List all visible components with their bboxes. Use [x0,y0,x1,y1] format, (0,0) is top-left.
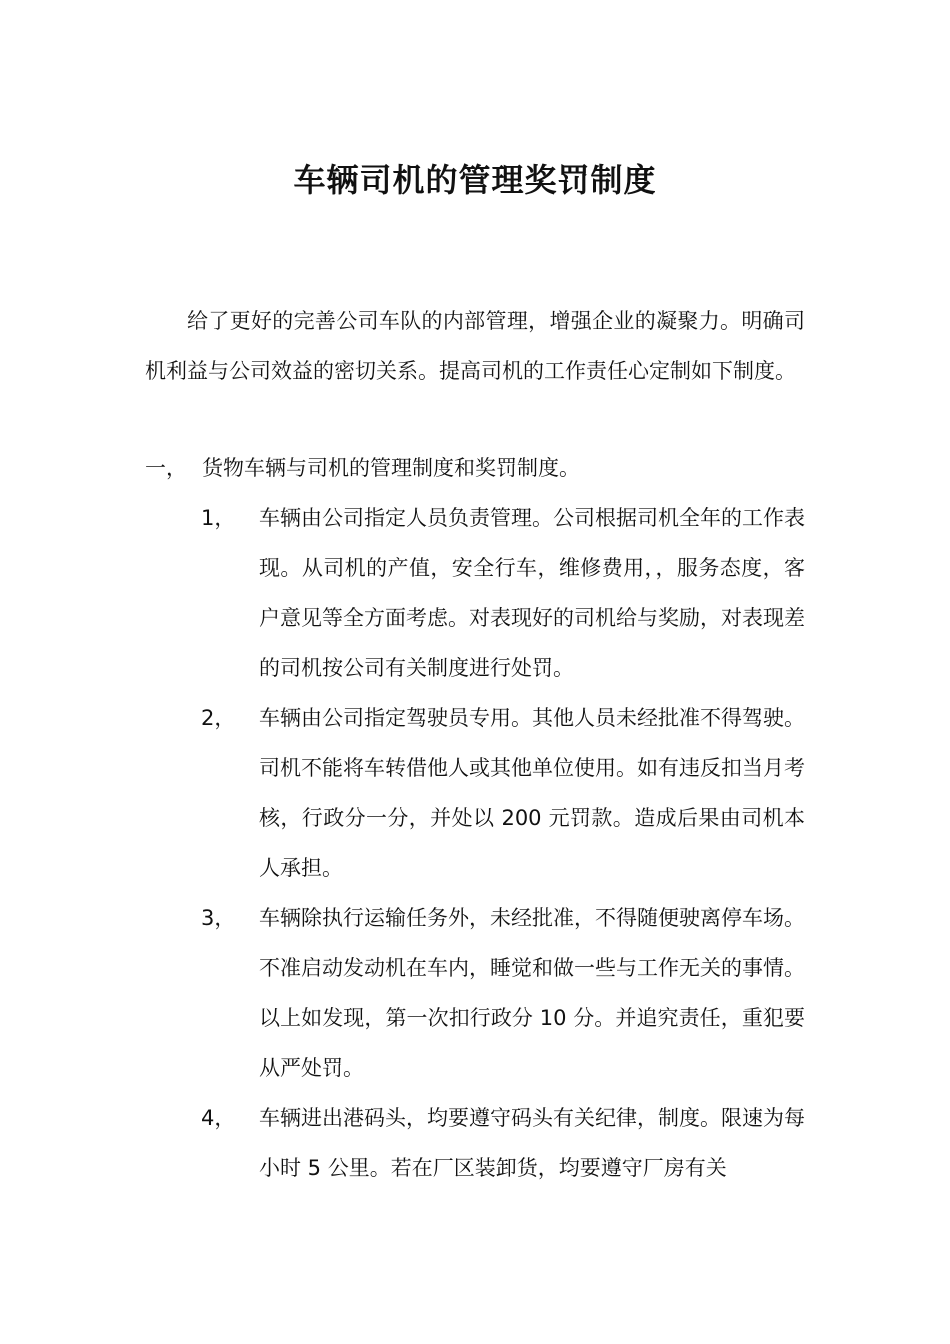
list-item [145,893,805,1093]
document-title: 车辆司机的管理奖罚制度 [293,161,657,199]
list-item [145,1093,805,1193]
list-item [145,493,805,693]
item-number: 2， [201,706,236,730]
item-number: 1， [201,506,236,530]
item-text: 车辆由公司指定驾驶员专用。其他人员未经批准不得驾驶。司机不能将车转借他人或其他单位使用。如有违反扣当月考核，行政分一分，并处以 200 元罚款。造成后果由司机本人承担。 [259,706,805,880]
item-text: 车辆除执行运输任务外，未经批准，不得随便驶离停车场。不准启动发动机在车内，睡觉和做一些与工作无关的事情。以上如发现，第一次扣行政分 10 分。并追究责任，重犯要从严处罚。 [259,906,805,1080]
item-text: 车辆进出港码头，均要遵守码头有关纪律，制度。限速为每小时 5 公里。若在厂区装卸货，均要遵守厂房有关 [259,1106,805,1180]
item-text: 车辆由公司指定人员负责管理。公司根据司机全年的工作表现。从司机的产值，安全行车，维修费用，，服务态度，客户意见等全方面考虑。对表现好的司机给与奖励，对表现差的司机按公司有关制度进行处罚。 [259,506,805,680]
rule-list [145,493,805,1193]
list-item [145,693,805,893]
item-number: 4， [201,1106,236,1130]
item-number: 3， [201,906,236,930]
intro-paragraph: 给了更好的完善公司车队的内部管理，增强企业的凝聚力。明确司机利益与公司效益的密切关系。提高司机的工作责任心定制如下制度。 [145,309,805,383]
section-number: 一， [145,456,187,480]
section-text: 货物车辆与司机的管理制度和奖罚制度。 [202,456,580,480]
